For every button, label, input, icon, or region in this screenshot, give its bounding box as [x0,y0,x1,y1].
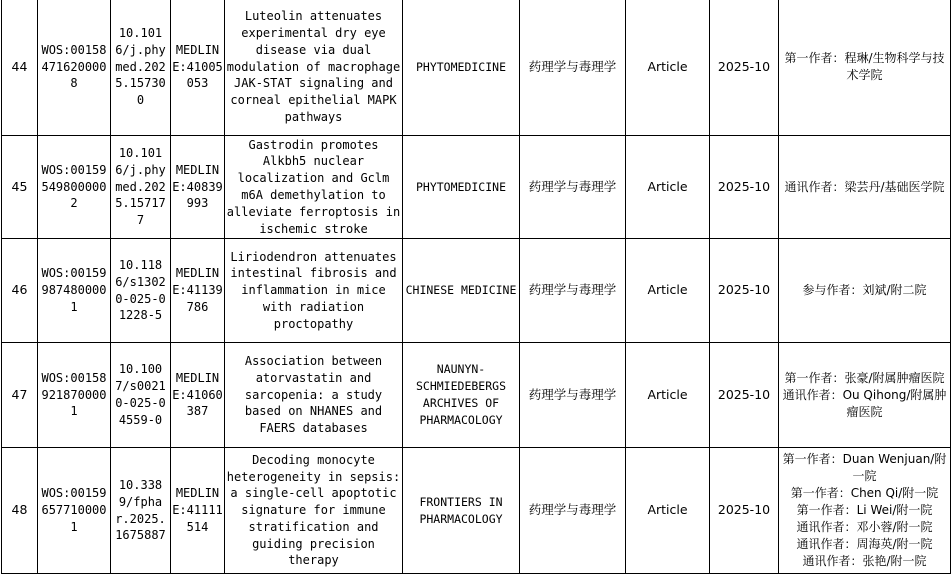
author-entry: 第一作者：Li Wei/附一院 [796,503,933,517]
author-entry: 通讯作者：邓小蓉/附一院 [796,520,933,534]
doi-cell: 10.1016/j.phymed.2025.157177 [111,136,171,239]
document-type-cell: Article [626,136,710,239]
publication-date-cell: 2025-10 [710,136,779,239]
document-type-cell: Article [626,239,710,343]
publication-date-cell: 2025-10 [710,239,779,343]
subject-cell: 药理学与毒理学 [520,239,626,343]
title-cell: Gastrodin promotes Alkbh5 nuclear localization and Gclm m6A demethylation to alleviate ferroptosis in ischemic stroke [225,136,403,239]
publication-date-cell: 2025-10 [710,448,779,574]
publication-date-cell: 2025-10 [710,343,779,448]
author-entry: 第一作者：Duan Wenjuan/附一院 [782,452,947,483]
publication-table [1,0,951,574]
table-row [2,136,951,239]
row-number-cell: 46 [2,239,38,343]
author-entry: 通讯作者：张艳/附一院 [802,554,927,568]
journal-cell: PHYTOMEDICINE [403,136,520,239]
wos-id-cell: WOS:001584716200008 [38,0,111,136]
author-entry: 通讯作者：梁芸丹/基础医学院 [784,179,945,194]
medline-id-cell: MEDLINE:41060387 [171,343,225,448]
authors-cell [779,343,951,448]
authors-cell [779,448,951,574]
table-row [2,448,951,574]
publication-date-cell: 2025-10 [710,0,779,136]
doi-cell: 10.1016/j.phymed.2025.157300 [111,0,171,136]
document-type-cell: Article [626,0,710,136]
table-row [2,0,951,136]
author-entry: 第一作者：Chen Qi/附一院 [790,486,939,500]
authors-cell [779,239,951,343]
row-number-cell: 47 [2,343,38,448]
medline-id-cell: MEDLINE:41111514 [171,448,225,574]
medline-id-cell: MEDLINE:41005053 [171,0,225,136]
title-cell: Association between atorvastatin and sarcopenia: a study based on NHANES and FAERS databases [225,343,403,448]
author-entry: 第一作者：程琳/生物科学与技术学院 [784,51,945,82]
table-body [2,0,951,574]
author-entry: 通讯作者：Ou Qihong/附属肿瘤医院 [782,387,947,419]
title-cell: Liriodendron attenuates intestinal fibrosis and inflammation in mice with radiation proctopathy [225,239,403,343]
row-number-cell: 45 [2,136,38,239]
subject-cell: 药理学与毒理学 [520,136,626,239]
authors-cell [779,136,951,239]
row-number-cell: 44 [2,0,38,136]
wos-id-cell: WOS:001589218700001 [38,343,111,448]
journal-cell: CHINESE MEDICINE [403,239,520,343]
medline-id-cell: MEDLINE:41139786 [171,239,225,343]
journal-cell: NAUNYN-SCHMIEDEBERGS ARCHIVES OF PHARMACOLOGY [403,343,520,448]
wos-id-cell: WOS:001595498000002 [38,136,111,239]
wos-id-cell: WOS:001599874800001 [38,239,111,343]
author-entry: 参与作者：刘斌/附二院 [802,283,927,297]
wos-id-cell: WOS:001596577100001 [38,448,111,574]
journal-cell: FRONTIERS IN PHARMACOLOGY [403,448,520,574]
authors-cell [779,0,951,136]
author-entry: 通讯作者：周海英/附一院 [796,537,933,551]
subject-cell: 药理学与毒理学 [520,448,626,574]
title-cell: Decoding monocyte heterogeneity in sepsis: a single-cell apoptotic signature for immune stratification and guiding precision therapy [225,448,403,574]
document-type-cell: Article [626,448,710,574]
document-type-cell: Article [626,343,710,448]
doi-cell: 10.1186/s13020-025-01228-5 [111,239,171,343]
row-number-cell: 48 [2,448,38,574]
journal-cell: PHYTOMEDICINE [403,0,520,136]
medline-id-cell: MEDLINE:40839993 [171,136,225,239]
table-row [2,343,951,448]
doi-cell: 10.3389/fphar.2025.1675887 [111,448,171,574]
author-entry: 第一作者：张豪/附属肿瘤医院 [784,370,945,385]
subject-cell: 药理学与毒理学 [520,343,626,448]
table-row [2,239,951,343]
subject-cell: 药理学与毒理学 [520,0,626,136]
title-cell: Luteolin attenuates experimental dry eye disease via dual modulation of macrophage JAK-STAT signaling and corneal epithelial MAPK pathways [225,0,403,136]
doi-cell: 10.1007/s00210-025-04559-0 [111,343,171,448]
